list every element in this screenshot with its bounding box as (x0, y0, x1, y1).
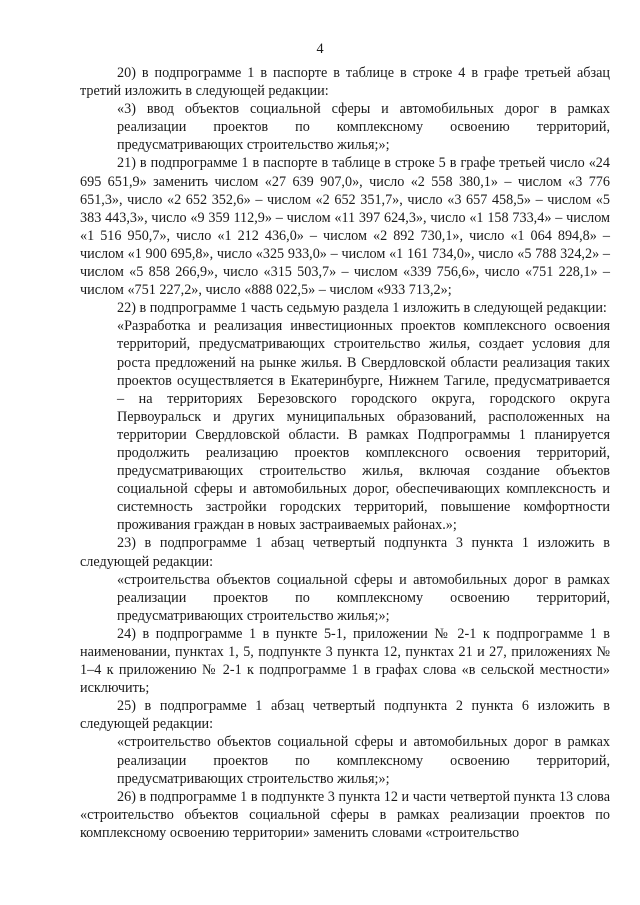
quote-23: «строительства объектов социальной сферы и автомобильных дорог в рамках реализации проектов по комплексному освоению территорий, предусматривающих строительство жилья;»; (117, 571, 610, 624)
paragraph-25: 25) в подпрограмме 1 абзац четвертый подпункта 2 пункта 6 изложить в следующей редакции: (80, 698, 610, 733)
page-number: 4 (316, 41, 324, 57)
paragraph-21: 21) в подпрограмме 1 в паспорте в таблице в строке 5 в графе третьей число «24 695 651,9» заменить числом «27 639 907,0», число «2 558 380,1» – числом «3 776 651,3», число «2 652 352,6» – числом «2 652 351,7», число «3 657 458,5» – числом «5 383 443,3», число «9 359 112,9» – числом «11 397 624,3», число «1 158 733,4» – числом «1 516 950,7», число «1 212 436,0» – числом «2 892 730,1», число «1 064 894,8» – числом «1 900 695,8», число «325 933,0» – числом «1 161 734,0», число «5 788 324,2» – числом «5 858 266,9», число «315 503,7» – числом «339 756,6», число «751 228,1» – числом «751 227,2», число «888 022,5» – числом «933 713,2»; (80, 155, 610, 299)
paragraph-20: 20) в подпрограмме 1 в паспорте в таблице в строке 4 в графе третьей абзац третий изложить в следующей редакции: (80, 65, 610, 100)
paragraph-23: 23) в подпрограмме 1 абзац четвертый подпункта 3 пункта 1 изложить в следующей редакции: (80, 535, 610, 570)
quote-22: «Разработка и реализация инвестиционных проектов комплексного освоения территорий, предусматривающих строительство жилья, создает условия для роста предложений на рынке жилья. В Свердловской области реализация таких проектов осуществляется в Екатеринбурге, Нижнем Тагиле, предусматривается – на территориях Березовского городского округа, городского округа Первоуральск и других муниципальных образований, расположенных на территории Свердловской области. В рамках Подпрограммы 1 планируется продолжить реализацию проектов комплексного освоения территорий, предусматривающих строительство жилья, включая создание объектов социальной сферы и автомобильных дорог, обеспечивающих комплексность и системность застройки городских территорий, повышение комфортности проживания граждан в новых застраиваемых районах.»; (117, 318, 610, 534)
document-body (80, 64, 610, 842)
paragraph-26: 26) в подпрограмме 1 в подпункте 3 пункта 12 и части четвертой пункта 13 слова «строительство объектов социальной сферы в рамках реализации проектов по комплексному освоению территории» заменить словами «строительство (80, 788, 610, 841)
quote-20: «3) ввод объектов социальной сферы и автомобильных дорог в рамках реализации проектов по комплексному освоению территорий, предусматривающих строительство жилья;»; (117, 101, 610, 154)
quote-25: «строительство объектов социальной сферы и автомобильных дорог в рамках реализации проектов по комплексному освоению территорий, предусматривающих строительство жилья;»; (117, 734, 610, 787)
paragraph-24: 24) в подпрограмме 1 в пункте 5-1, приложении № 2-1 к подпрограмме 1 в наименовании, пунктах 1, 5, подпункте 3 пункта 12, пунктах 21 и 27, приложениях № 1–4 к приложению № 2-1 к подпрограмме 1 в графах слова «в сельской местности» исключить; (80, 625, 610, 697)
paragraph-22: 22) в подпрограмме 1 часть седьмую раздела 1 изложить в следующей редакции: (117, 300, 607, 317)
